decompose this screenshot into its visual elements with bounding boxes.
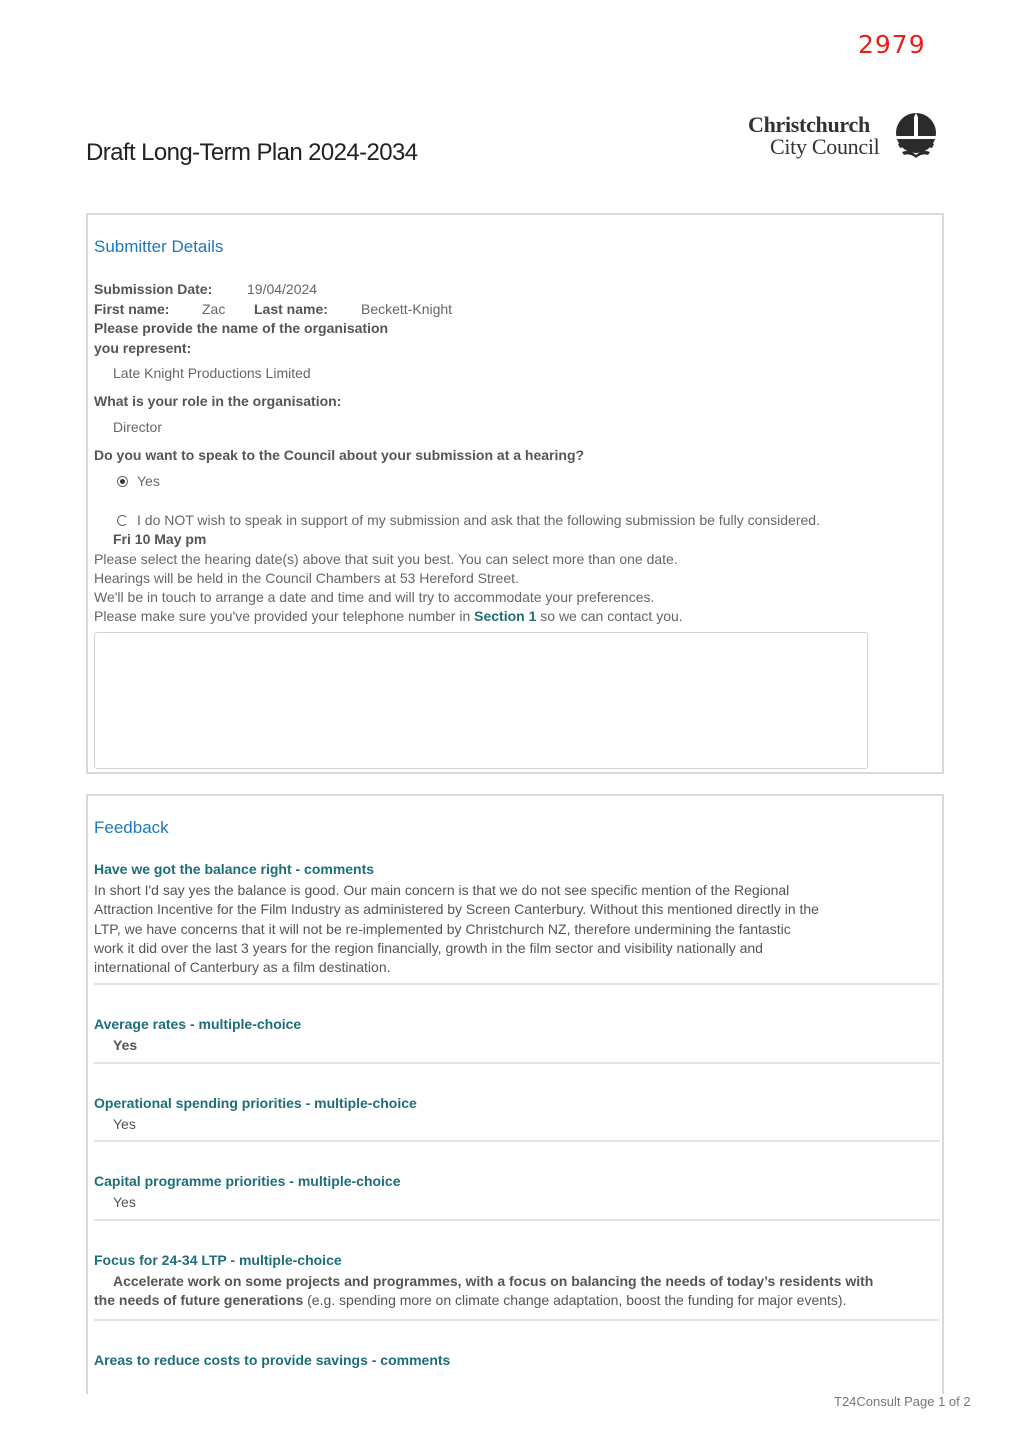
hearing-info-line1: Please select the hearing date(s) above that suit you best. You can select more than one date. <box>94 551 678 567</box>
divider <box>94 1140 940 1142</box>
focus-ltp-title: Focus for 24-34 LTP - multiple-choice <box>94 1252 342 1268</box>
focus-ltp-answer-bold-line1: Accelerate work on some projects and programmes, with a focus on balancing the needs of today’s residents with <box>113 1273 874 1289</box>
section-1-link[interactable]: Section 1 <box>474 608 537 624</box>
hearing-info-line4 <box>94 607 683 626</box>
hearing-comments-textarea[interactable] <box>94 632 868 769</box>
capital-programme-title: Capital programme priorities - multiple-choice <box>94 1173 401 1189</box>
organisation-question-line1: Please provide the name of the organisation <box>94 320 389 336</box>
feedback-panel <box>86 794 944 1394</box>
focus-ltp-answer-rest: (e.g. spending more on climate change adaptation, boost the funding for major events). <box>303 1292 847 1309</box>
hearing-info-line3: We'll be in touch to arrange a date and time and will try to accommodate your preferences. <box>94 589 655 605</box>
balance-answer <box>94 881 934 977</box>
submitter-details-panel <box>86 213 944 774</box>
submission-number: 2979 <box>858 30 926 59</box>
hearing-date: Fri 10 May pm <box>113 531 207 547</box>
operational-spending-answer: Yes <box>113 1116 136 1132</box>
focus-ltp-answer <box>94 1272 944 1311</box>
average-rates-title: Average rates - multiple-choice <box>94 1016 302 1032</box>
first-name-value: Zac <box>202 301 226 317</box>
balance-answer-line5: international of Canterbury as a film destination. <box>94 959 391 976</box>
page-title: Draft Long-Term Plan 2024-2034 <box>86 139 418 166</box>
balance-answer-line3: LTP, we have concerns that it will not be re-implemented by Christchurch NZ, therefore undermining the fantastic <box>94 920 791 937</box>
submission-date-label: Submission Date: <box>94 281 213 297</box>
hearing-question: Do you want to speak to the Council about your submission at a hearing? <box>94 447 585 463</box>
operational-spending-title: Operational spending priorities - multiple-choice <box>94 1095 417 1111</box>
radio-selected-icon[interactable] <box>117 476 128 487</box>
reduce-costs-title: Areas to reduce costs to provide savings - comments <box>94 1352 451 1368</box>
divider <box>94 1219 940 1221</box>
last-name-label: Last name: <box>254 301 328 317</box>
balance-answer-line4: work it did over the last 3 years for the region financially, growth in the film sector and visibility nationally and <box>94 939 763 956</box>
cathedral-crest-icon <box>892 112 940 158</box>
role-question: What is your role in the organisation: <box>94 393 342 409</box>
logo-text-line1: Christchurch <box>748 112 870 137</box>
feedback-section-title: Feedback <box>94 818 169 837</box>
divider <box>94 983 940 985</box>
hearing-option-yes-label: Yes <box>137 473 160 489</box>
hearing-option-no-label: I do NOT wish to speak in support of my submission and ask that the following submission be fully considered. <box>137 512 820 528</box>
balance-question-title: Have we got the balance right - comments <box>94 861 375 877</box>
capital-programme-answer: Yes <box>113 1194 136 1210</box>
radio-unselected-icon[interactable] <box>117 515 128 526</box>
hearing-option-no[interactable] <box>117 511 820 530</box>
logo-text-line2: City Council <box>770 134 880 159</box>
focus-ltp-answer-bold-line2: the needs of future generations <box>94 1292 304 1309</box>
balance-answer-line2: Attraction Incentive for the Film Industry as administered by Screen Canterbury. Without this mentioned directly in the <box>94 901 819 918</box>
last-name-value: Beckett-Knight <box>361 301 453 317</box>
page-footer: T24Consult Page 1 of 2 <box>834 1394 971 1409</box>
balance-answer-line1: In short I'd say yes the balance is good. Our main concern is that we do not see specific mention of the Regional <box>94 882 790 898</box>
divider <box>94 1319 940 1321</box>
role-value: Director <box>113 419 163 435</box>
council-logo <box>748 112 940 162</box>
average-rates-answer: Yes <box>113 1037 138 1053</box>
submitter-section-title: Submitter Details <box>94 237 224 256</box>
hearing-option-yes[interactable] <box>117 472 160 491</box>
submission-date-value: 19/04/2024 <box>247 281 318 297</box>
divider <box>94 1062 940 1064</box>
hearing-info-line4-post: so we can contact you. <box>536 608 683 624</box>
organisation-name-value: Late Knight Productions Limited <box>113 365 311 381</box>
hearing-info-line4-pre: Please make sure you've provided your telephone number in <box>94 608 475 624</box>
first-name-label: First name: <box>94 301 170 317</box>
organisation-question-line2: you represent: <box>94 340 192 356</box>
hearing-info-line2: Hearings will be held in the Council Chambers at 53 Hereford Street. <box>94 570 519 586</box>
